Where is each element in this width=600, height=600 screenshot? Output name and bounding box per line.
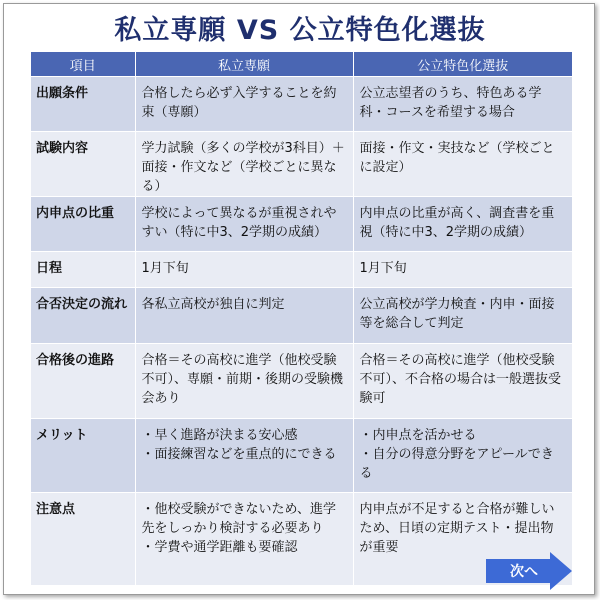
- row-item-label: 試験内容: [31, 132, 135, 197]
- table-row: [31, 419, 572, 493]
- row-item-label: 出願条件: [31, 77, 135, 132]
- public-cell: 公立高校が学力検査・内申・面接等を総合して判定: [353, 288, 572, 344]
- public-cell: ・内申点を活かせる ・自分の得意分野をアピールできる: [353, 419, 572, 493]
- public-cell: 内申点が不足すると合格が難しいため、日頃の定期テスト・提出物が重要: [353, 493, 572, 585]
- private-cell: 合格＝その高校に進学（他校受験不可）、専願・前期・後期の受験機会あり: [135, 344, 353, 419]
- row-item-label: 内申点の比重: [31, 197, 135, 252]
- public-cell: 内申点の比重が高く、調査書を重視（特に中3、2学期の成績）: [353, 197, 572, 252]
- table-row: [31, 197, 572, 252]
- table-header-row: [31, 52, 572, 77]
- public-cell: 公立志望者のうち、特色ある学科・コースを希望する場合: [353, 77, 572, 132]
- private-cell: 各私立高校が独自に判定: [135, 288, 353, 344]
- private-cell: 学力試験（多くの学校が3科目）＋面接・作文など（学校ごとに異なる）: [135, 132, 353, 197]
- table-row: [31, 344, 572, 419]
- private-cell: ・早く進路が決まる安心感 ・面接練習などを重点的にできる: [135, 419, 353, 493]
- public-cell: 面接・作文・実技など（学校ごとに設定）: [353, 132, 572, 197]
- table-row: [31, 288, 572, 344]
- private-cell: 学校によって異なるが重視されやすい（特に中3、2学期の成績）: [135, 197, 353, 252]
- next-button-label: 次へ: [510, 564, 538, 580]
- row-item-label: メリット: [31, 419, 135, 493]
- table-row: [31, 132, 572, 197]
- column-header-public: 公立特色化選抜: [353, 52, 572, 77]
- row-item-label: 注意点: [31, 493, 135, 585]
- private-cell: ・他校受験ができないため、進学先をしっかり検討する必要あり ・学費や通学距離も要確認: [135, 493, 353, 585]
- column-header-item: 項目: [31, 52, 135, 77]
- private-cell: 1月下旬: [135, 252, 353, 288]
- row-item-label: 合否決定の流れ: [31, 288, 135, 344]
- row-item-label: 日程: [31, 252, 135, 288]
- table-row: [31, 252, 572, 288]
- comparison-table: [31, 52, 572, 585]
- public-cell: 1月下旬: [353, 252, 572, 288]
- column-header-private: 私立専願: [135, 52, 353, 77]
- public-cell: 合格＝その高校に進学（他校受験不可）、不合格の場合は一般選抜受験可: [353, 344, 572, 419]
- private-cell: 合格したら必ず入学することを約束（専願）: [135, 77, 353, 132]
- page-title: 私立専願 VS 公立特色化選抜: [114, 15, 486, 46]
- next-button[interactable]: [486, 552, 572, 590]
- row-item-label: 合格後の進路: [31, 344, 135, 419]
- table-row: [31, 77, 572, 132]
